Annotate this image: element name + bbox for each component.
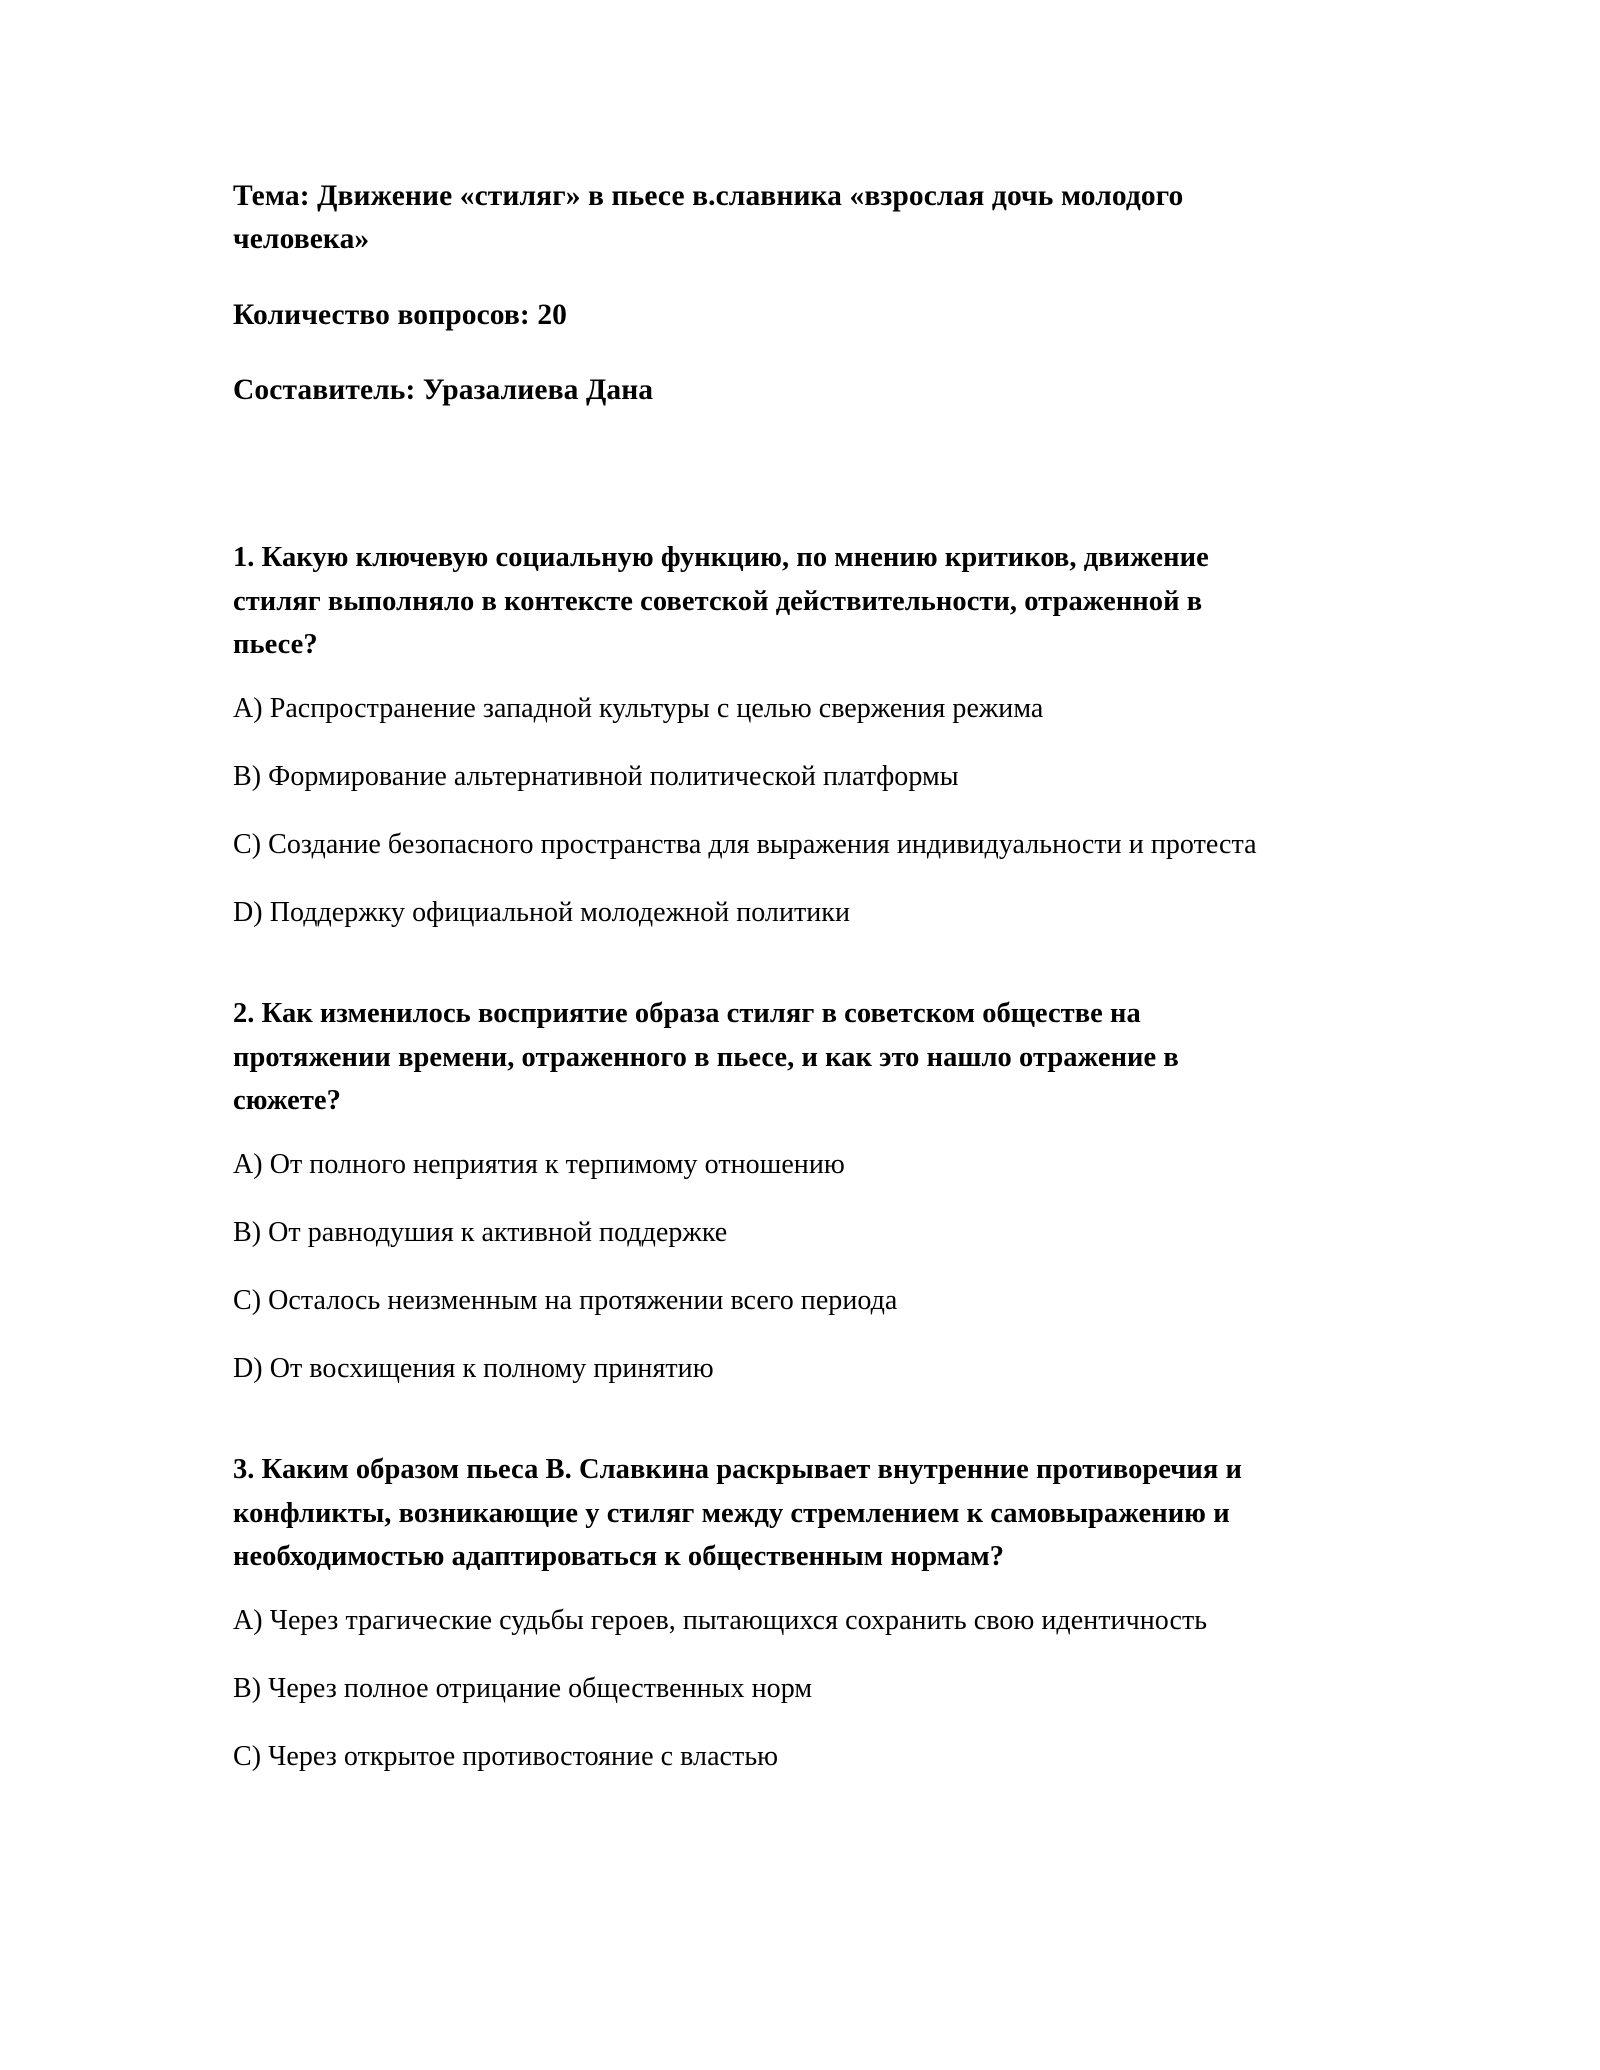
question-option-d[interactable]: D) От восхищения к полному принятию — [233, 1353, 714, 1385]
document-header — [233, 175, 1280, 412]
question-option-a[interactable]: A) Распространение западной культуры с целью свержения режима — [233, 693, 1044, 725]
question-stem: 3. Каким образом пьеса В. Славкина раскрывает внутренние противоречия и конфликты, возникающие у стиляг между стремлением к самовыражению и необходимостью адаптироваться к общественным нормам? — [233, 1454, 1242, 1572]
question-block-3 — [233, 1448, 1280, 1778]
question-count-line: Количество вопросов: 20 — [233, 298, 568, 331]
question-stem: 1. Какую ключевую социальную функцию, по мнению критиков, движение стиляг выполняло в контексте советской действительности, отраженной в пьесе? — [233, 542, 1209, 661]
question-option-a[interactable]: A) От полного неприятия к терпимому отношению — [233, 1149, 845, 1181]
question-option-b[interactable]: B) От равнодушия к активной поддержке — [233, 1217, 728, 1249]
question-option-d[interactable]: D) Поддержку официальной молодежной политики — [233, 897, 850, 929]
author-line: Составитель: Уразалиева Дана — [233, 374, 654, 407]
question-option-c[interactable]: C) Через открытое противостояние с властью — [233, 1741, 779, 1773]
question-block-1 — [233, 536, 1280, 934]
question-option-b[interactable]: B) Формирование альтернативной политической платформы — [233, 761, 959, 793]
question-option-c[interactable]: C) Осталось неизменным на протяжении всего периода — [233, 1285, 898, 1317]
question-block-2 — [233, 992, 1280, 1390]
question-option-a[interactable]: A) Через трагические судьбы героев, пытающихся сохранить свою идентичность — [233, 1605, 1208, 1637]
header-body-spacer — [233, 444, 1280, 536]
question-stem: 2. Как изменилось восприятие образа стиляг в советском обществе на протяжении времени, отраженного в пьесе, и как это нашло отражение в сюжете? — [233, 998, 1179, 1116]
topic-line: Тема: Движение «стиляг» в пьесе в.славника «взрослая дочь молодого человека» — [233, 180, 1184, 256]
question-option-b[interactable]: B) Через полное отрицание общественных норм — [233, 1673, 813, 1705]
question-option-c[interactable]: C) Создание безопасного пространства для выражения индивидуальности и протеста — [233, 829, 1257, 861]
